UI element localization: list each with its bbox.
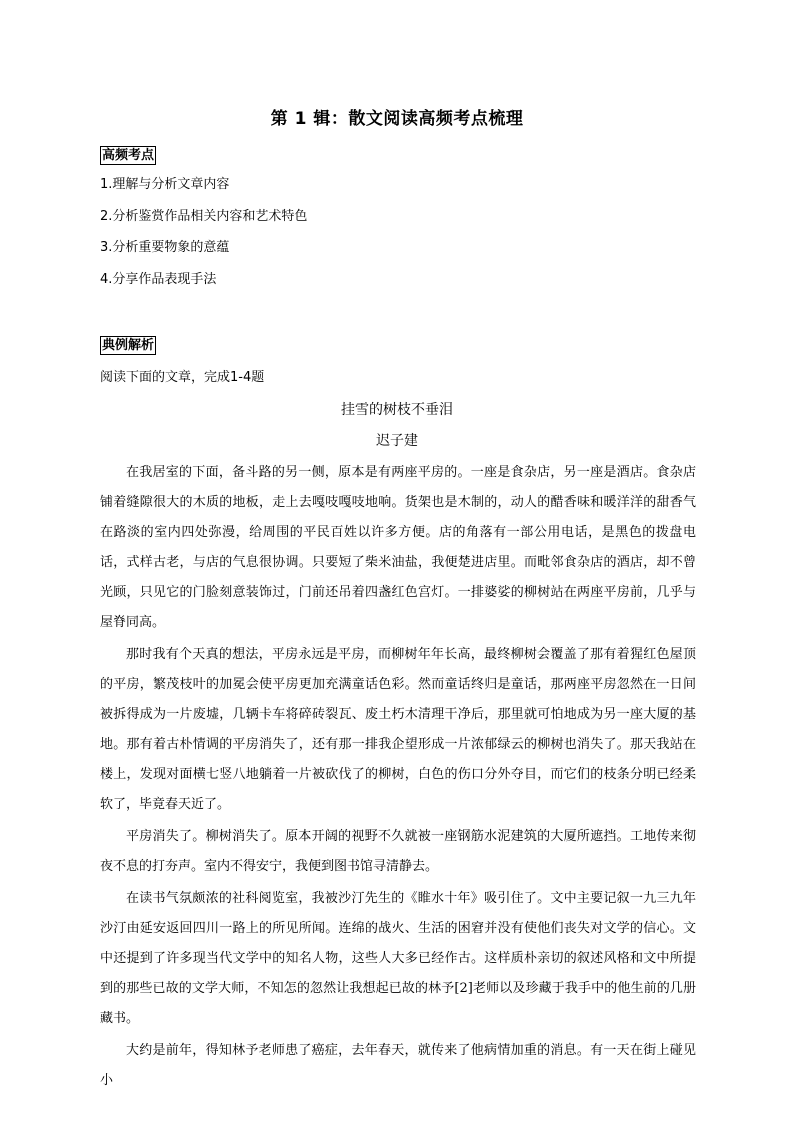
kaodian-item-4: 4.分享作品表现手法	[100, 272, 217, 287]
article-paragraph: 大约是前年，得知林予老师患了癌症，去年春天，就传来了他病情加重的消息。有一天在街上碰见小	[100, 1043, 696, 1088]
section-label-kaodian: 高频考点	[102, 148, 155, 163]
article-title: 挂雪的树枝不垂泪	[341, 402, 453, 418]
kaodian-item-1: 1.理解与分析文章内容	[100, 177, 230, 192]
document-title: 第 1 辑：散文阅读高频考点梳理	[270, 109, 524, 129]
kaodian-item-3: 3.分析重要物象的意蕴	[100, 240, 230, 255]
article-paragraph: 在我居室的下面，备斗路的另一侧，原本是有两座平房的。一座是食杂店，另一座是酒店。食杂店铺着缝隙很大的木质的地板，走上去嘎吱嘎吱地响。货架也是木制的，动人的醋香味和暖洋洋的甜香气在路淡的室内四处弥漫，给周围的平民百姓以许多方便。店的角落有一部公用电话，是黑色的拨盘电话，式样古老，与店的气息很协调。只要短了柴米油盐，我便楚进店里。而毗邻食杂店的酒店，却不曾光顾，只见它的门脸刻意装饰过，门前还吊着四盏红色宫灯。一排婆娑的柳树站在两座平房前，几乎与屋脊同高。	[100, 465, 696, 630]
section-label-dianli: 典例解析	[102, 338, 155, 353]
article-paragraph: 平房消失了。柳树消失了。原本开阔的视野不久就被一座钢筋水泥建筑的大厦所遮挡。工地传来彻夜不息的打夯声。室内不得安宁，我便到图书馆寻清静去。	[100, 829, 696, 874]
article-author: 迟子建	[376, 433, 418, 449]
article-body	[100, 458, 696, 1098]
article-paragraph: 在读书气氛颇浓的社科阅览室，我被沙汀先生的《睢水十年》吸引住了。文中主要记叙一九三九年沙汀由延安返回四川一路上的所见所闻。连绵的战火、生活的困窘并没有使他们丧失对文学的信心。文中还提到了许多现当代文学中的知名人物，这些人大多已经作古。这样质朴亲切的叙述风格和文中所提到的那些已故的文学大师，不知怎的忽然让我想起已故的林予[2]老师以及珍藏于我手中的他生前的几册藏书。	[100, 891, 696, 1026]
article-paragraph: 那时我有个天真的想法，平房永远是平房，而柳树年年长高，最终柳树会覆盖了那有着猩红色屋顶的平房，繁茂枝叶的加冕会使平房更加充满童话色彩。然而童话终归是童话，那两座平房忽然在一日间被拆得成为一片废墟，几辆卡车将碎砖裂瓦、废土朽木清理干净后，那里就可怕地成为另一座大厦的基地。那有着古朴情调的平房消失了，还有那一排我企望形成一片浓郁绿云的柳树也消失了。那天我站在楼上，发现对面横七竖八地躺着一片被砍伐了的柳树，白色的伤口分外夺目，而它们的枝条分明已经柔软了，毕竟春天近了。	[100, 647, 696, 812]
kaodian-item-2: 2.分析鉴赏作品相关内容和艺术特色	[100, 209, 308, 224]
reading-instruction: 阅读下面的文章，完成1-4题	[100, 370, 265, 385]
